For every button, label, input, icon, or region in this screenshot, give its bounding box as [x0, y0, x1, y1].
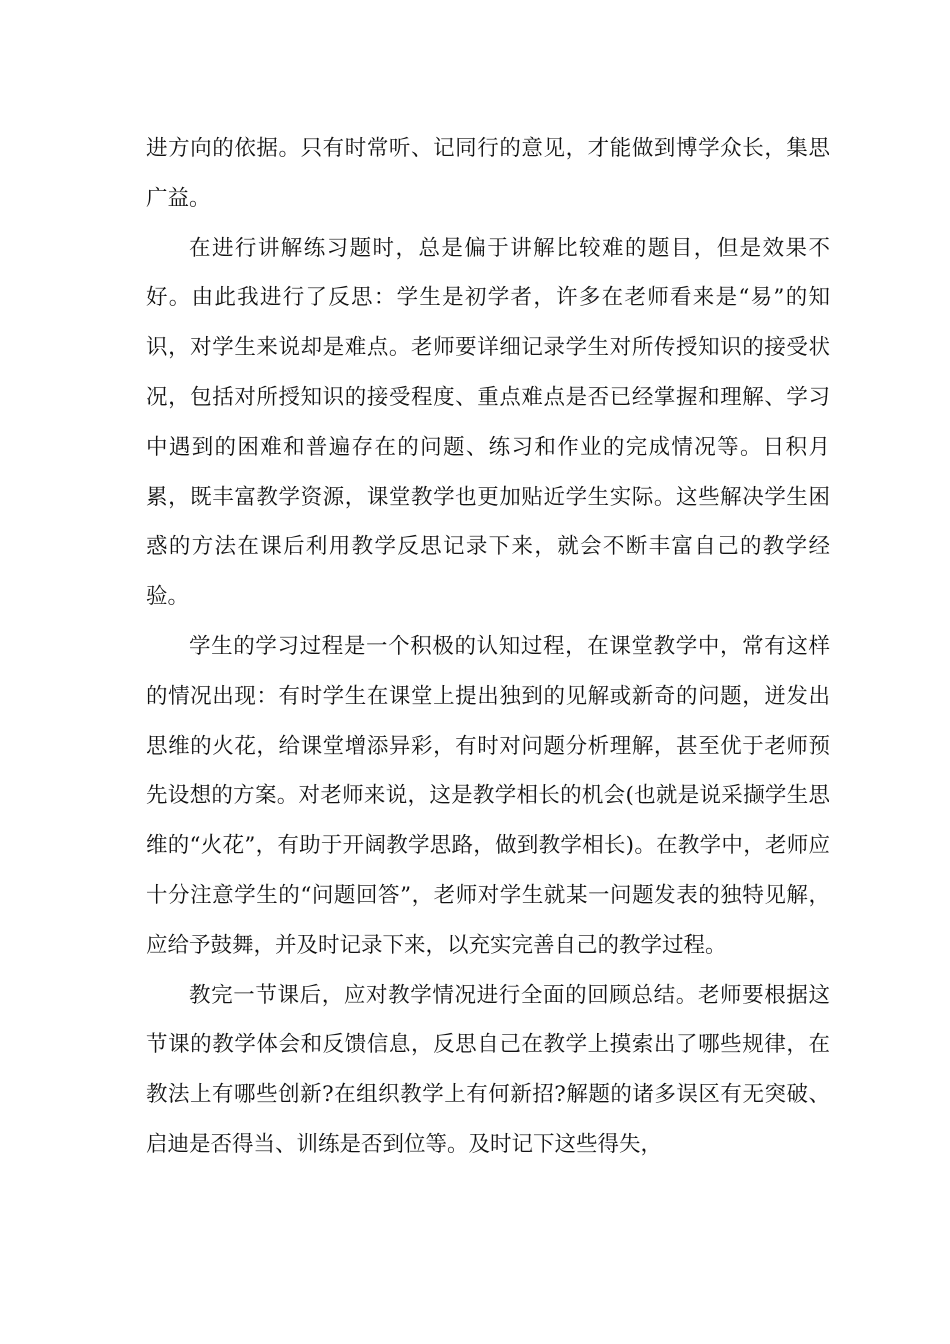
paragraph-lesson-review: 教完一节课后，应对教学情况进行全面的回顾总结。老师要根据这节课的教学体会和反馈信息，反思自己在教学上摸索出了哪些规律，在教法上有哪些创新?在组织教学上有何新招?解题的诸多误区有无突破、启迪是否得当、训练是否到位等。及时记下这些得失， [146, 982, 830, 1157]
paragraph-continuation: 进方向的依据。只有时常听、记同行的意见，才能做到博学众长，集思广益。 [146, 136, 830, 211]
paragraph-exercise-reflection: 在进行讲解练习题时，总是偏于讲解比较难的题目，但是效果不好。由此我进行了反思：学生是初学者，许多在老师看来是“易”的知识，对学生来说却是难点。老师要详细记录学生对所传授知识的接受状况，包括对所授知识的接受程度、重点难点是否已经掌握和理解、学习中遇到的困难和普遍存在的问题、练习和作业的完成情况等。日积月累，既丰富教学资源，课堂教学也更加贴近学生实际。这些解决学生困惑的方法在课后利用教学反思记录下来，就会不断丰富自己的教学经验。 [146, 235, 830, 610]
document-body [146, 124, 830, 1170]
paragraph-student-insights: 学生的学习过程是一个积极的认知过程，在课堂教学中，常有这样的情况出现：有时学生在课堂上提出独到的见解或新奇的问题，迸发出思维的火花，给课堂增添异彩，有时对问题分析理解，甚至优于老师预先设想的方案。对老师来说，这是教学相长的机会(也就是说采撷学生思维的“火花”，有助于开阔教学思路，做到教学相长)。在教学中，老师应十分注意学生的“问题回答”，老师对学生就某一问题发表的独特见解，应给予鼓舞，并及时记录下来，以充实完善自己的教学过程。 [146, 633, 830, 958]
